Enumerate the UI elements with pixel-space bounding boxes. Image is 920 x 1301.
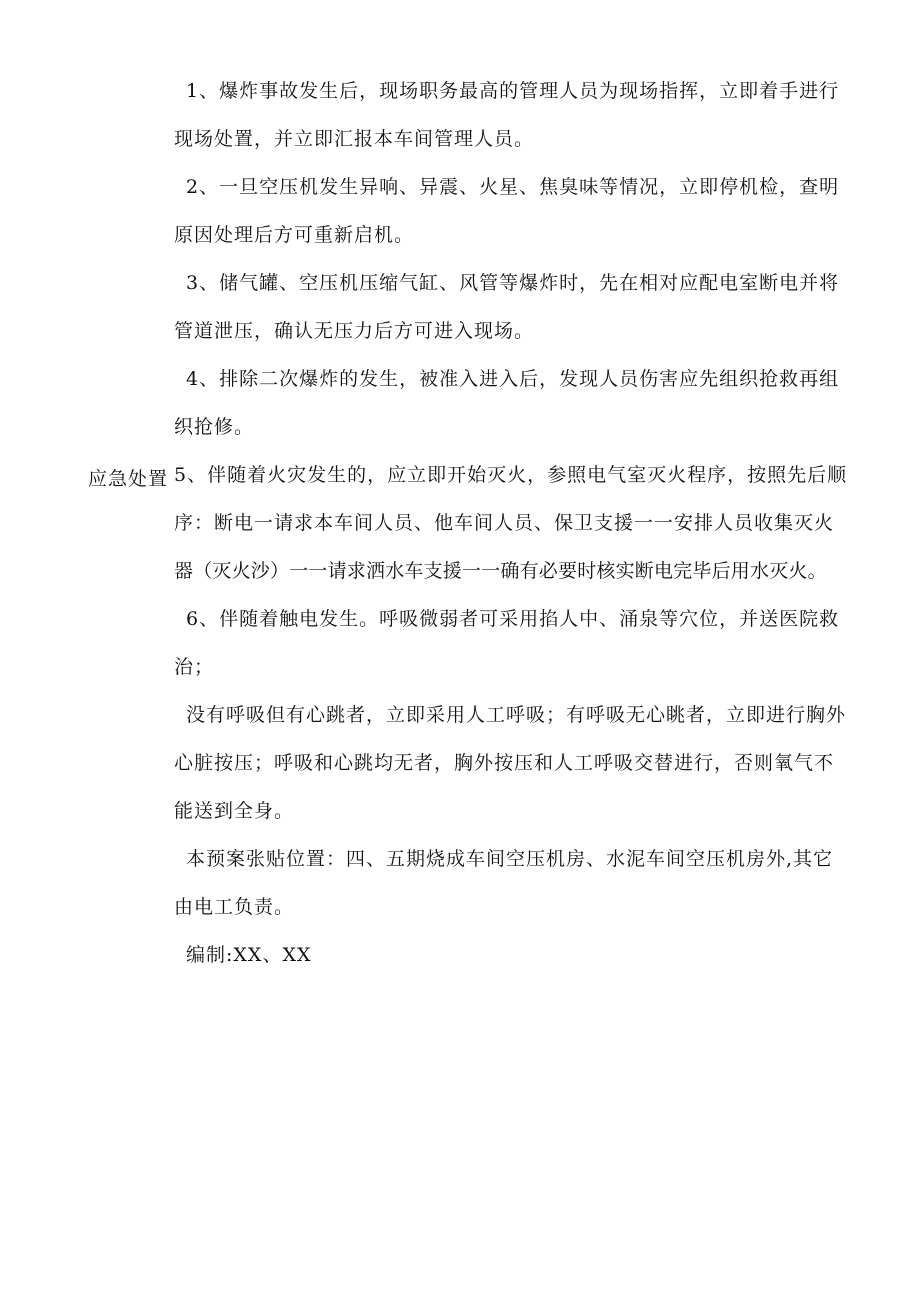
paragraph-line: 织抢修。	[174, 416, 255, 438]
document-body	[174, 78, 850, 990]
paragraph-line: 6、伴随着触电发生。呼吸微弱者可采用掐人中、涌泉等穴位，并送医院救	[186, 608, 840, 630]
paragraph-line: 原因处理后方可重新启机。	[174, 224, 415, 246]
paragraph-line: 1、爆炸事故发生后，现场职务最高的管理人员为现场指挥，立即着手进行	[186, 80, 840, 102]
paragraph-line: 2、一旦空压机发生异响、异震、火星、焦臭味等情况，立即停机检，查明	[186, 176, 840, 198]
paragraph-line: 心脏按压；呼吸和心跳均无者，胸外按压和人工呼吸交替进行，否则氧气不	[174, 752, 835, 774]
paragraph-line: 没有呼吸但有心跳者，立即采用人工呼吸；有呼吸无心眺者，立即进行胸外	[186, 704, 847, 726]
paragraph-line: 管道泄压，确认无压力后方可进入现场。	[174, 320, 535, 342]
author-line: 编制:XX、XX	[186, 944, 312, 966]
paragraph-line: 5、伴随着火灾发生的，应立即开始灭火，参照电气室灭火程序，按照先后顺	[174, 464, 848, 486]
paragraph-line: 现场处置，并立即汇报本车间管理人员。	[174, 128, 535, 150]
paragraph-line: 序：断电一请求本车间人员、他车间人员、保卫支援一一安排人员收集灭火	[174, 512, 835, 534]
paragraph-line: 本预案张贴位置：四、五期烧成车间空压机房、水泥车间空压机房外,其它	[186, 848, 834, 870]
paragraph-line: 能送到全身。	[174, 800, 295, 822]
paragraph-line: 治；	[174, 656, 215, 678]
paragraph-line: 4、排除二次爆炸的发生，被准入进入后，发现人员伤害应先组织抢救再组	[186, 368, 840, 390]
section-label: 应急处置	[88, 468, 169, 490]
paragraph-line: 器（灭火沙）一一请求洒水车支援一一确有必要时核实断电完毕后用水灭火。	[174, 560, 827, 582]
paragraph-line: 3、储气罐、空压机压缩气缸、风管等爆炸时，先在相对应配电室断电并将	[186, 272, 840, 294]
paragraph-line: 由电工负责。	[174, 896, 295, 918]
